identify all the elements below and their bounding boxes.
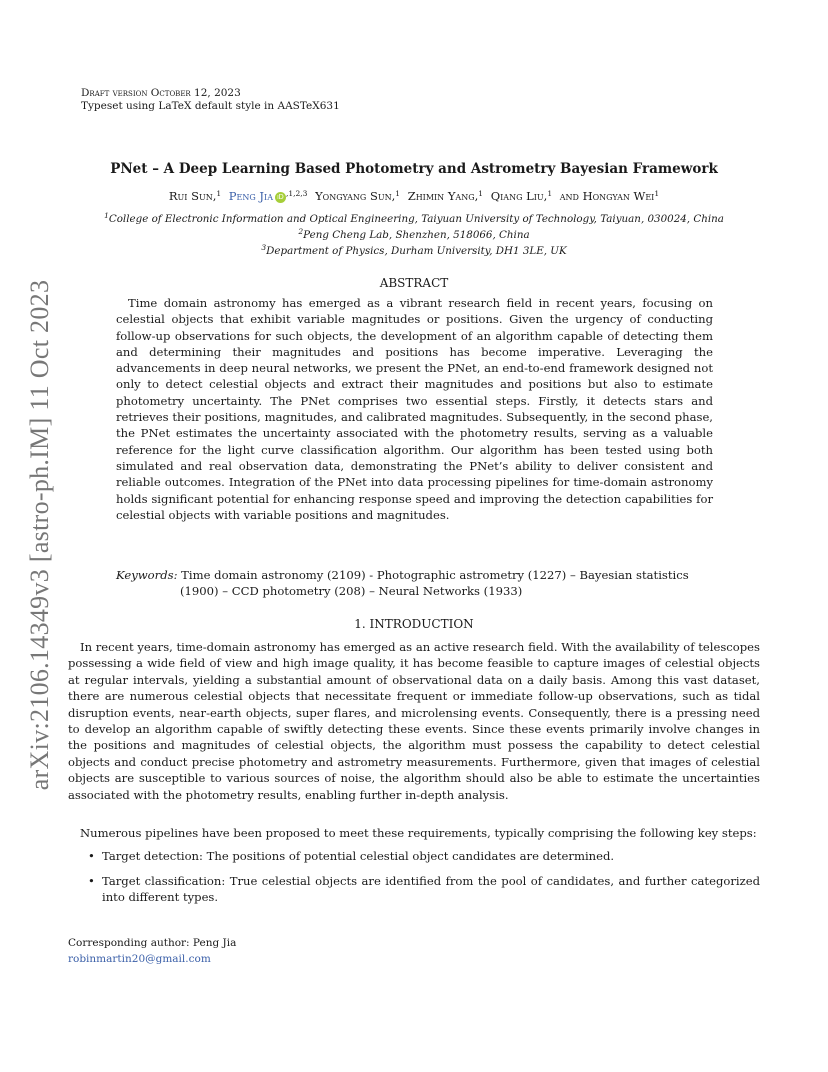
abstract-text: Time domain astronomy has emerged as a vibrant research field in recent years, focusing on celestial objects that exhibit variable magnitudes or positions. Given the urgency of conducting follow-up observations for such objects, the development of an algorithm capable of detecting them and determining their magnitudes and positions has become imperative. Leveraging the advancements in deep neural networks, we present the PNet, an end-to-end framework designed not only to detect celestial objects and extract their magnitudes and positions but also to estimate photometry uncertainty. The PNet comprises two essential steps. Firstly, it detects stars and retrieves their positions, magnitudes, and calibrated magnitudes. Subsequently, in the second phase, the PNet estimates the uncertainty associated with the photometry results, serving as a valuable reference for the light curve classification algorithm. Our algorithm has been tested using both simulated and real observation data, demonstrating the PNet’s ability to deliver consistent and reliable outcomes. Integration of the PNet into data processing pipelines for time-domain astronomy holds significant potential for enhancing response speed and improving the detection capabilities for celestial objects with variable positions and magnitudes. — [116, 296, 713, 522]
email-link[interactable]: robinmartin20@gmail.com — [68, 953, 211, 965]
draft-version-line: Draft version October 12, 2023 — [81, 87, 241, 99]
bullet-icon: • — [88, 849, 95, 863]
footnote — [68, 935, 236, 967]
author-list — [0, 189, 828, 203]
author: Zhimin Yang,$^1$ — [407, 189, 484, 203]
intro-paragraph-2: Numerous pipelines have been proposed to meet these requirements, typically comprising the following key steps: — [80, 826, 757, 840]
bullet-icon: • — [88, 874, 95, 888]
abstract-heading: ABSTRACT — [379, 276, 449, 290]
affiliation: $^3$Department of Physics, Durham University, DH1 3LE, UK — [261, 243, 567, 257]
author: Rui Sun,$^1$ — [168, 189, 222, 203]
author: and Hongyan Wei$^1$ — [559, 189, 660, 203]
typeset-suffix: default style in AASTeX631 — [191, 100, 340, 112]
arxiv-stamp: arXiv:2106.14349v3 [astro-ph.IM] 11 Oct 2023 — [25, 279, 54, 791]
author: Yongyang Sun,$^1$ — [315, 189, 401, 203]
author: Qiang Liu,$^1$ — [490, 189, 553, 203]
typeset-line — [81, 100, 340, 113]
keywords-text: Time domain astronomy (2109) - Photographic astrometry (1227) – Bayesian statistics (1900) – CCD photometry (208) – Neural Networks (1933) — [180, 568, 689, 599]
paper-title: PNet – A Deep Learning Based Photometry and Astrometry Bayesian Framework — [110, 161, 718, 177]
author-link[interactable]: Peng Jia — [228, 189, 273, 203]
list-item: • Target classification: True celestial objects are identified from the pool of candidates, and further categorized into different types. — [88, 874, 760, 905]
keywords-label: Keywords: — [116, 568, 178, 582]
list-item: • Target detection: The positions of potential celestial object candidates are determined. — [88, 849, 615, 863]
orcid-icon[interactable]: iD — [275, 192, 286, 203]
author-peng-jia[interactable]: Peng Jia iD $^{,1,2,3}$ — [228, 189, 308, 203]
affiliation: $^1$College of Electronic Information and Optical Engineering, Taiyuan University of Technology, Taiyuan, 030024, China — [104, 211, 724, 225]
intro-paragraph: In recent years, time-domain astronomy has emerged as an active research field. With the availability of telescopes possessing a wide field of view and high image quality, it has become feasible to capture images of celestial objects at regular intervals, yielding a substantial amount of observational data on a daily basis. Among this vast dataset, there are numerous celestial objects that necessitate frequent or immediate follow-up observations, such as tidal disruption events, near-earth objects, super flares, and microlensing events. Consequently, there is a pressing need to develop an algorithm capable of swiftly detecting these events. Since these events primarily involve changes in the positions and magnitudes of celestial objects, the algorithm must possess the capability to detect celestial objects and conduct precise photometry and astrometry measurements. Furthermore, given that images of celestial objects are susceptible to various sources of noise, the algorithm should also be able to estimate the uncertainties associated with the photometry results, enabling further in-depth analysis. — [68, 640, 760, 802]
affiliation: $^2$Peng Cheng Lab, Shenzhen, 518066, China — [298, 227, 530, 241]
corresponding-author: Corresponding author: Peng Jia — [68, 937, 237, 949]
typeset-prefix: Typeset using — [81, 100, 159, 112]
latex-logo: LaTeX — [158, 100, 192, 112]
section-heading: 1. INTRODUCTION — [354, 617, 474, 631]
keywords — [116, 567, 714, 600]
